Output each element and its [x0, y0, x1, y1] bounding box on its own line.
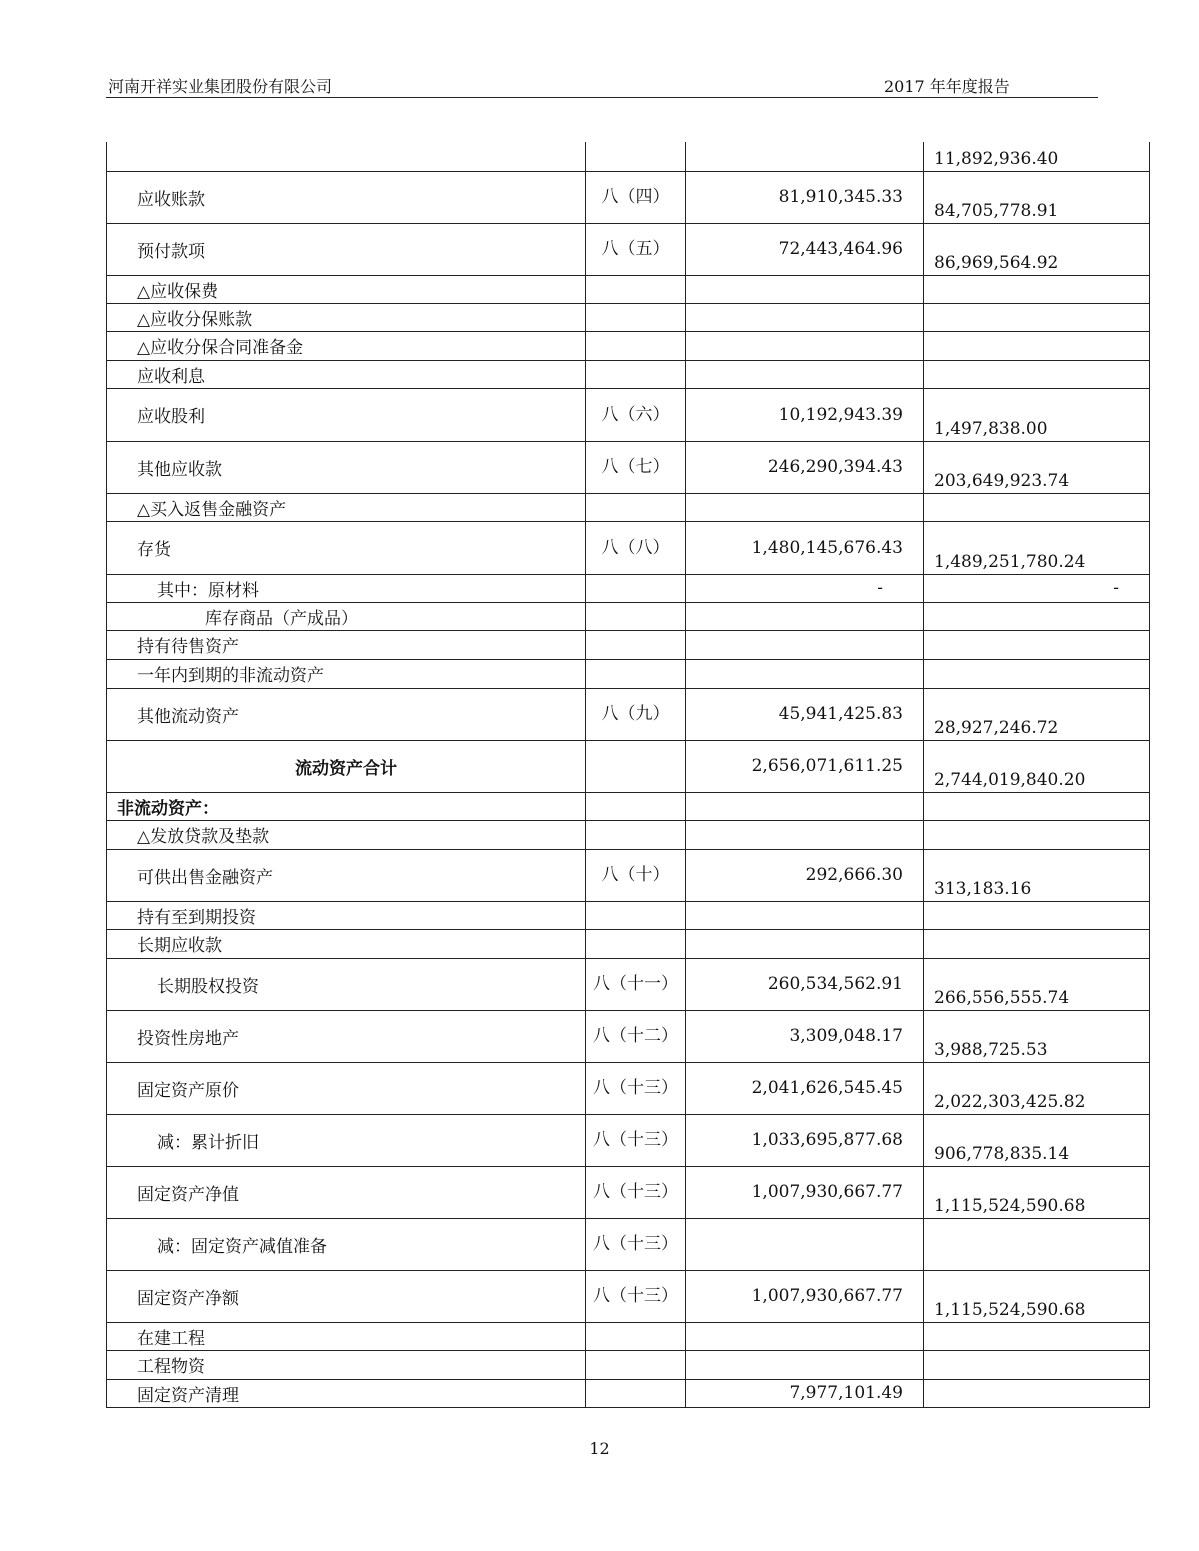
table-row-total: [107, 740, 1150, 792]
row-current: 81,910,345.33: [686, 171, 924, 223]
table-row: [107, 688, 1150, 740]
row-previous: 84,705,778.91: [924, 171, 1150, 223]
row-current: [686, 929, 924, 958]
row-item: 长期股权投资: [107, 958, 586, 1010]
row-previous: 313,183.16: [924, 849, 1150, 901]
row-item: 存货: [107, 521, 586, 574]
row-note: 八（十三）: [586, 1166, 686, 1218]
row-current: 246,290,394.43: [686, 441, 924, 493]
row-previous: 2,744,019,840.20: [924, 740, 1150, 792]
row-item: 固定资产清理: [107, 1379, 586, 1407]
row-current: 1,007,930,667.77: [686, 1166, 924, 1218]
row-note: [586, 493, 686, 521]
row-previous: [924, 303, 1150, 331]
table-row: [107, 223, 1150, 275]
row-previous: 906,778,835.14: [924, 1114, 1150, 1166]
row-item: 固定资产原价: [107, 1062, 586, 1114]
row-previous: 1,115,524,590.68: [924, 1270, 1150, 1322]
header-rule: [106, 97, 1098, 98]
row-note: [586, 929, 686, 958]
row-previous: 86,969,564.92: [924, 223, 1150, 275]
company-name: 河南开祥实业集团股份有限公司: [108, 77, 333, 96]
row-item: △应收分保合同准备金: [107, 331, 586, 360]
table-row: [107, 901, 1150, 929]
table-row: [107, 1062, 1150, 1114]
row-note: [586, 820, 686, 849]
row-current: 2,041,626,545.45: [686, 1062, 924, 1114]
row-current: [686, 493, 924, 521]
row-current: 260,534,562.91: [686, 958, 924, 1010]
row-note: 八（五）: [586, 223, 686, 275]
row-note: [586, 574, 686, 602]
table-row: [107, 360, 1150, 388]
row-note: [586, 360, 686, 388]
table-row: [107, 1350, 1150, 1379]
row-current: 45,941,425.83: [686, 688, 924, 740]
row-note: 八（十）: [586, 849, 686, 901]
table-row: [107, 659, 1150, 688]
row-item: 预付款项: [107, 223, 586, 275]
row-current: [686, 303, 924, 331]
row-previous: 266,556,555.74: [924, 958, 1150, 1010]
row-previous: [924, 360, 1150, 388]
table-row: [107, 388, 1150, 441]
table-row: [107, 1114, 1150, 1166]
row-item: 非流动资产：: [107, 792, 586, 820]
table-row: [107, 929, 1150, 958]
row-previous: [924, 493, 1150, 521]
row-note: 八（六）: [586, 388, 686, 441]
row-current: [686, 659, 924, 688]
table-row: [107, 521, 1150, 574]
table-row: [107, 1322, 1150, 1350]
row-current: 1,480,145,676.43: [686, 521, 924, 574]
row-current: 7,977,101.49: [686, 1379, 924, 1407]
row-current: [686, 630, 924, 659]
row-item: 应收股利: [107, 388, 586, 441]
row-current: [686, 901, 924, 929]
row-previous: 1,115,524,590.68: [924, 1166, 1150, 1218]
row-current: -: [686, 574, 924, 602]
row-note: [586, 630, 686, 659]
row-note: 八（十三）: [586, 1062, 686, 1114]
table-row: [107, 1010, 1150, 1062]
row-note: 八（十三）: [586, 1270, 686, 1322]
table-row: [107, 849, 1150, 901]
table-row: [107, 958, 1150, 1010]
row-previous: [924, 659, 1150, 688]
table-row: [107, 493, 1150, 521]
row-note: [586, 792, 686, 820]
table-row: [107, 1270, 1150, 1322]
row-current: [686, 360, 924, 388]
row-item: 一年内到期的非流动资产: [107, 659, 586, 688]
row-item: △应收分保账款: [107, 303, 586, 331]
row-item: 在建工程: [107, 1322, 586, 1350]
row-current: [686, 792, 924, 820]
row-previous: [924, 1322, 1150, 1350]
row-item: 固定资产净额: [107, 1270, 586, 1322]
row-note: [586, 659, 686, 688]
row-note: [586, 602, 686, 630]
balance-sheet-table: [106, 142, 1150, 1408]
row-current: [686, 1218, 924, 1270]
row-item: △应收保费: [107, 275, 586, 303]
row-previous: [924, 792, 1150, 820]
row-item: 库存商品（产成品）: [107, 602, 586, 630]
row-item: 流动资产合计: [107, 740, 586, 792]
row-previous: [924, 820, 1150, 849]
row-previous: [924, 1350, 1150, 1379]
row-previous: [924, 1218, 1150, 1270]
row-previous: [924, 929, 1150, 958]
row-current: [686, 1350, 924, 1379]
row-note: 八（四）: [586, 171, 686, 223]
row-previous: 1,497,838.00: [924, 388, 1150, 441]
row-note: 八（九）: [586, 688, 686, 740]
row-note: [586, 1350, 686, 1379]
row-note: [586, 740, 686, 792]
row-current: [686, 820, 924, 849]
row-current: 1,033,695,877.68: [686, 1114, 924, 1166]
row-note: 八（七）: [586, 441, 686, 493]
row-item: 工程物资: [107, 1350, 586, 1379]
row-current: 1,007,930,667.77: [686, 1270, 924, 1322]
page-number: 12: [589, 1439, 610, 1458]
row-previous: 2,022,303,425.82: [924, 1062, 1150, 1114]
row-item: 减：累计折旧: [107, 1114, 586, 1166]
row-current: 72,443,464.96: [686, 223, 924, 275]
table-row: [107, 171, 1150, 223]
row-note: [586, 1379, 686, 1407]
row-previous: [924, 630, 1150, 659]
row-current: [686, 1322, 924, 1350]
table-row: [107, 331, 1150, 360]
row-note: [586, 1322, 686, 1350]
row-note: 八（十三）: [586, 1114, 686, 1166]
row-item: 应收利息: [107, 360, 586, 388]
row-previous: 11,892,936.40: [924, 142, 1150, 171]
table-row: [107, 303, 1150, 331]
table-row: [107, 574, 1150, 602]
row-note: 八（十二）: [586, 1010, 686, 1062]
row-current: [686, 142, 924, 171]
row-note: 八（八）: [586, 521, 686, 574]
row-previous: [924, 275, 1150, 303]
row-current: [686, 331, 924, 360]
row-note: [586, 901, 686, 929]
row-note: 八（十一）: [586, 958, 686, 1010]
row-item: 投资性房地产: [107, 1010, 586, 1062]
row-item: 减：固定资产减值准备: [107, 1218, 586, 1270]
row-item: 其他应收款: [107, 441, 586, 493]
row-item: 可供出售金融资产: [107, 849, 586, 901]
row-note: [586, 331, 686, 360]
row-item: [107, 142, 586, 171]
row-current: 10,192,943.39: [686, 388, 924, 441]
row-previous: 1,489,251,780.24: [924, 521, 1150, 574]
row-note: [586, 142, 686, 171]
table-row: [107, 1166, 1150, 1218]
row-previous: [924, 1379, 1150, 1407]
row-current: 292,666.30: [686, 849, 924, 901]
row-previous: [924, 331, 1150, 360]
row-item: △发放贷款及垫款: [107, 820, 586, 849]
row-item: 持有待售资产: [107, 630, 586, 659]
row-item: 固定资产净值: [107, 1166, 586, 1218]
table-row-section: [107, 792, 1150, 820]
row-current: 2,656,071,611.25: [686, 740, 924, 792]
row-item: 持有至到期投资: [107, 901, 586, 929]
row-previous: 203,649,923.74: [924, 441, 1150, 493]
row-note: 八（十三）: [586, 1218, 686, 1270]
table-row: [107, 441, 1150, 493]
row-note: [586, 275, 686, 303]
row-previous: -: [924, 574, 1150, 602]
row-current: 3,309,048.17: [686, 1010, 924, 1062]
row-previous: [924, 901, 1150, 929]
table-row: [107, 1218, 1150, 1270]
row-note: [586, 303, 686, 331]
row-previous: 28,927,246.72: [924, 688, 1150, 740]
report-title: 2017 年年度报告: [884, 77, 1010, 96]
row-current: [686, 275, 924, 303]
row-item: 长期应收款: [107, 929, 586, 958]
row-item: 其他流动资产: [107, 688, 586, 740]
table-row: [107, 1379, 1150, 1407]
table-row: [107, 602, 1150, 630]
row-previous: [924, 602, 1150, 630]
row-current: [686, 602, 924, 630]
row-item: △买入返售金融资产: [107, 493, 586, 521]
table-row: [107, 275, 1150, 303]
row-item: 其中：原材料: [107, 574, 586, 602]
table-row: [107, 142, 1150, 171]
row-item: 应收账款: [107, 171, 586, 223]
table-row: [107, 630, 1150, 659]
table-row: [107, 820, 1150, 849]
row-previous: 3,988,725.53: [924, 1010, 1150, 1062]
